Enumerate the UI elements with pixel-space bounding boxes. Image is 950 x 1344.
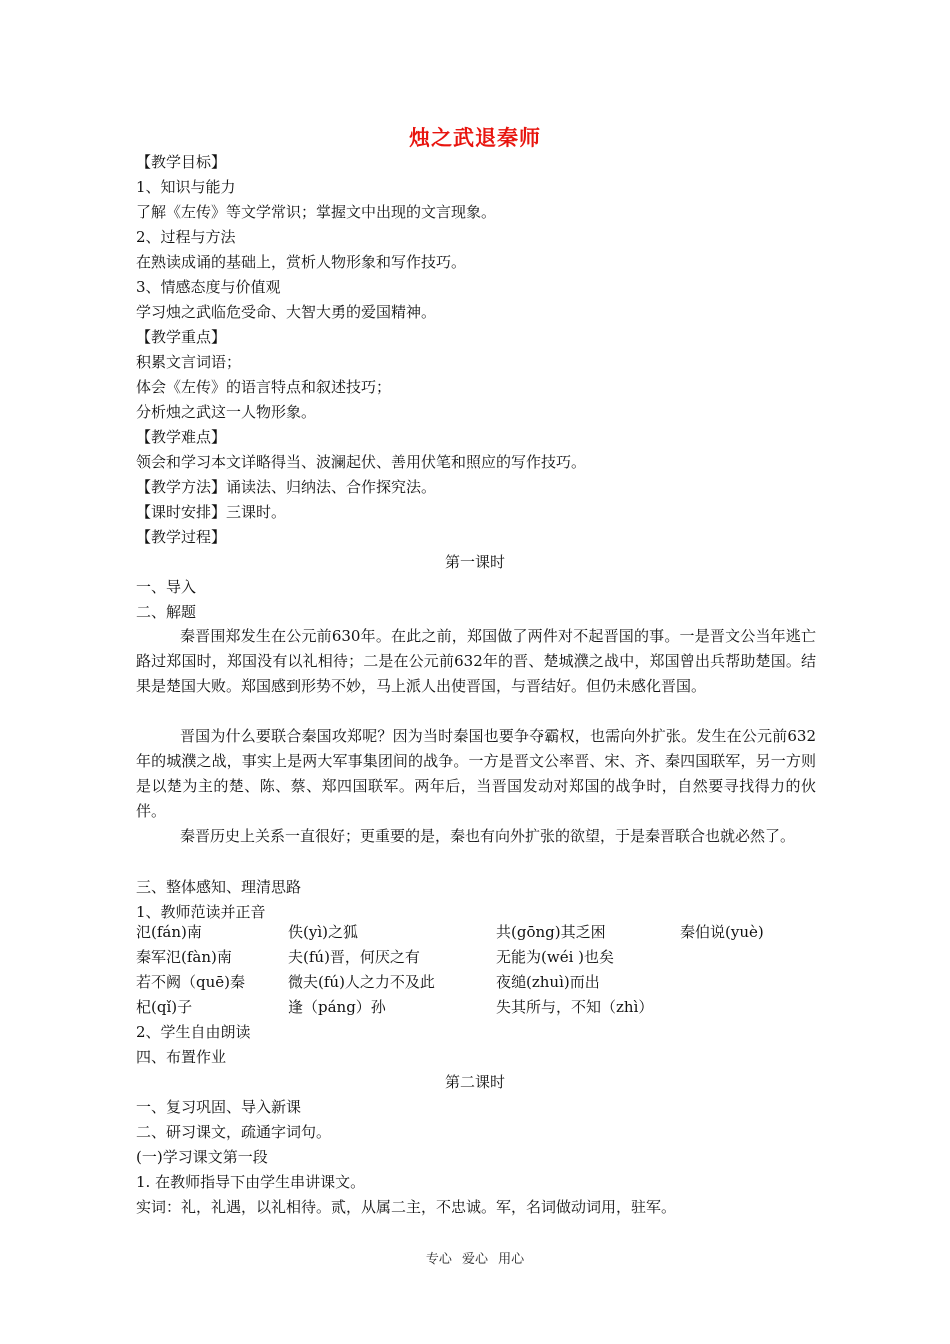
pronunciation-item: 秦伯说(yuè) [680, 923, 764, 941]
page-footer: 专心 爱心 用心 [425, 1252, 525, 1267]
text-line: 四、布置作业 [136, 1048, 227, 1066]
paragraph-background: 秦晋围郑发生在公元前630年。在此之前，郑国做了两件对不起晋国的事。一是晋文公当年逃亡路过郑国时，郑国没有以礼相待；二是在公元前632年的晋、楚城濮之战中，郑国曾出兵帮助楚国。结果是楚国大败。郑国感到形势不妙，马上派人出使晋国，与晋结好。但仍未感化晋国。 [136, 627, 816, 695]
pronunciation-item: 若不阙（quē)秦 [136, 973, 245, 991]
text-line: 积累文言词语； [136, 353, 242, 371]
pronunciation-item: 微夫(fú)人之力不及此 [288, 973, 435, 991]
pronunciation-item: 氾(fán)南 [136, 923, 202, 941]
text-line: 分析烛之武这一人物形象。 [136, 403, 317, 421]
lesson-1-heading: 第一课时 [444, 553, 505, 571]
pronunciation-item: 秦军氾(fàn)南 [136, 948, 232, 966]
text-line: (一)学习课文第一段 [136, 1148, 268, 1166]
text-line: 1、教师范读并正音 [136, 903, 266, 921]
text-line: 体会《左传》的语言特点和叙述技巧； [136, 378, 392, 396]
text-line: 一、导入 [136, 578, 197, 596]
pronunciation-item: 逢（páng）孙 [288, 998, 386, 1016]
section-heading-process: 【教学过程】 [136, 528, 227, 546]
text-line: 3、情感态度与价值观 [136, 278, 281, 296]
lesson-2-heading: 第二课时 [444, 1073, 505, 1091]
section-heading-objectives: 【教学目标】 [136, 153, 227, 171]
text-line: 实词：礼，礼遇，以礼相待。贰，从属二主，不忠诚。军，名词做动词用，驻军。 [136, 1198, 677, 1216]
text-line: 领会和学习本文详略得当、波澜起伏、善用伏笔和照应的写作技巧。 [136, 453, 587, 471]
pronunciation-item: 共(gōng)其乏困 [496, 923, 606, 941]
pronunciation-item: 失其所与，不知（zhì） [496, 998, 654, 1016]
text-line: 二、研习课文，疏通字词句。 [136, 1123, 332, 1141]
text-line: 了解《左传》等文学常识；掌握文中出现的文言现象。 [136, 203, 497, 221]
text-line: 2、过程与方法 [136, 228, 236, 246]
section-heading-difficulty: 【教学难点】 [136, 428, 227, 446]
pronunciation-item: 夫(fú)晋，何厌之有 [288, 948, 420, 966]
pronunciation-item: 夜缒(zhuì)而出 [496, 973, 600, 991]
text-line: 学习烛之武临危受命、大智大勇的爱国精神。 [136, 303, 437, 321]
paragraph-qin-jin: 秦晋历史上关系一直很好；更重要的是，秦也有向外扩张的欲望，于是秦晋联合也就必然了。 [180, 827, 796, 845]
text-line: 【教学方法】诵读法、归纳法、合作探究法。 [136, 478, 437, 496]
text-line: 三、整体感知、理清思路 [136, 878, 302, 896]
pronunciation-item: 杞(qǐ)子 [136, 998, 193, 1016]
text-line: 1. 在教师指导下由学生串讲课文。 [136, 1173, 366, 1191]
text-line: 1、知识与能力 [136, 178, 236, 196]
pronunciation-item: 无能为(wéi )也矣 [496, 948, 614, 966]
text-line: 2、学生自由朗读 [136, 1023, 251, 1041]
paragraph-alliance: 晋国为什么要联合秦国攻郑呢？因为当时秦国也要争夺霸权，也需向外扩张。发生在公元前632年的城濮之战，事实上是两大军事集团间的战争。一方是晋文公率晋、宋、齐、秦四国联军，另一方则是以楚为主的楚、陈、蔡、郑四国联军。两年后，当晋国发动对郑国的战争时，自然要寻找得力的伙伴。 [136, 727, 816, 820]
section-heading-focus: 【教学重点】 [136, 328, 227, 346]
text-line: 在熟读成诵的基础上，赏析人物形象和写作技巧。 [136, 253, 467, 271]
text-line: 二、解题 [136, 603, 197, 621]
pronunciation-item: 佚(yì)之狐 [288, 923, 358, 941]
text-line: 【课时安排】三课时。 [136, 503, 287, 521]
page-title: 烛之武退秦师 [409, 126, 541, 150]
text-line: 一、复习巩固、导入新课 [136, 1098, 302, 1116]
